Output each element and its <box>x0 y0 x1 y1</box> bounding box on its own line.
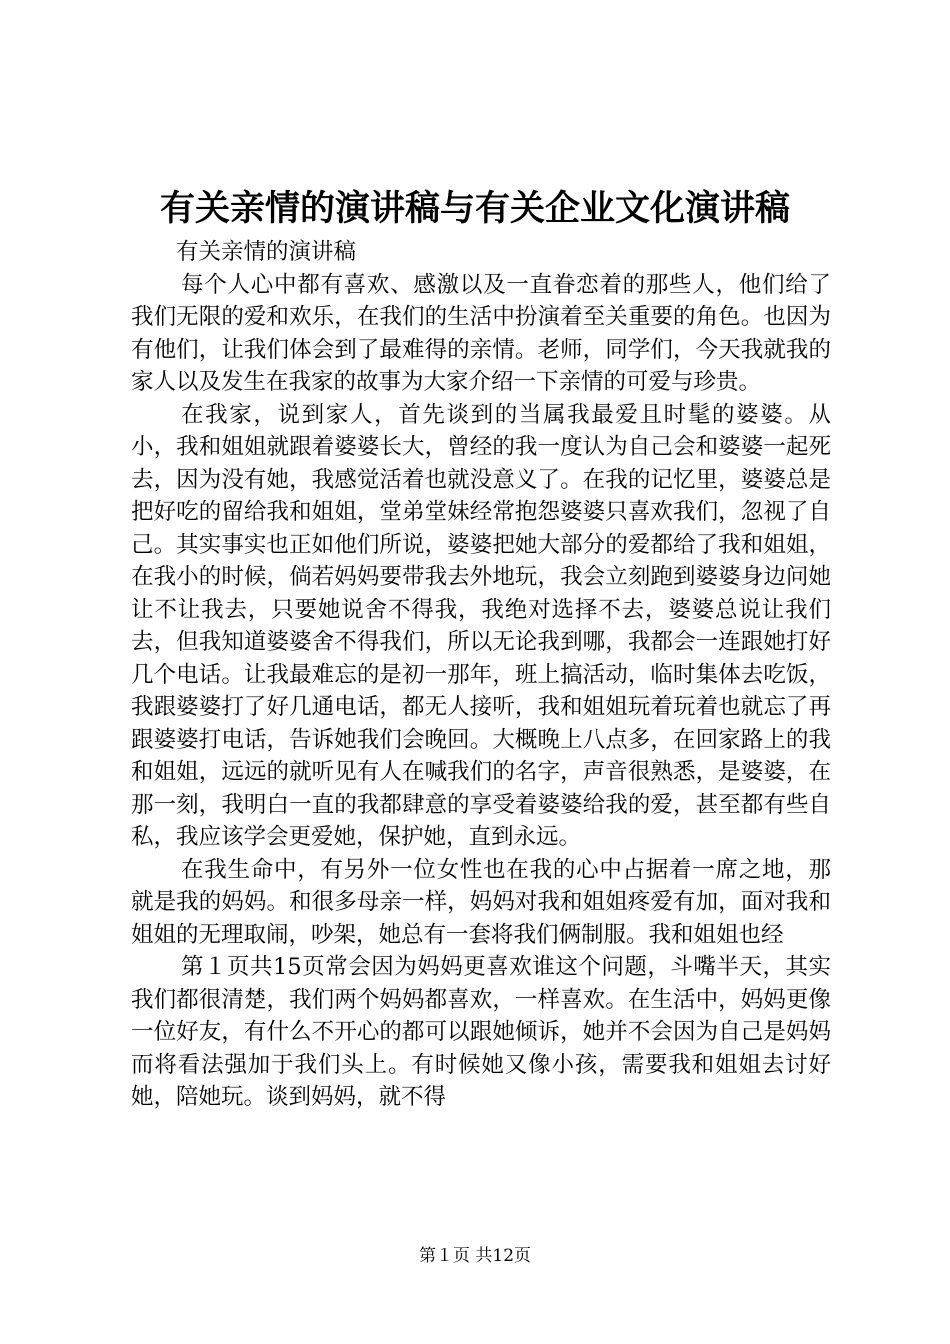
paragraph: 在我家，说到家人，首先谈到的当属我最爱且时髦的婆婆。从小，我和姐姐就跟着婆婆长大，曾经的我一度认为自己会和婆婆一起死去，因为没有她，我感觉活着也就没意义了。在我的记忆里，婆婆总是把好吃的留给我和姐姐，堂弟堂妹经常抱怨婆婆只喜欢我们，忽视了自己。其实事实也正如他们所说，婆婆把她大部分的爱都给了我和姐姐，在我小的时候，倘若妈妈要带我去外地玩，我会立刻跑到婆婆身边问她让不让我去，只要她说舍不得我，我绝对选择不去，婆婆总说让我们去，但我知道婆婆舍不得我们，所以无论我到哪，我都会一连跟她打好几个电话。让我最难忘的是初一那年，班上搞活动，临时集体去吃饭，我跟婆婆打了好几通电话，都无人接听，我和姐姐玩着玩着也就忘了再跟婆婆打电话，告诉她我们会晚回。大概晚上八点多，在回家路上的我和姐姐，远远的就听见有人在喊我们的名字，声音很熟悉，是婆婆，在那一刻，我明白一直的我都肆意的享受着婆婆给我的爱，甚至都有些自私，我应该学会更爱她，保护她，直到永远。 <box>131 401 831 850</box>
section-subtitle: 有关亲情的演讲稿 <box>176 239 357 265</box>
paragraph: 每个人心中都有喜欢、感激以及一直眷恋着的那些人，他们给了我们无限的爱和欢乐，在我们的生活中扮演着至关重要的角色。也因为有他们，让我们体会到了最难得的亲情。老师，同学们，今天我就我的家人以及发生在我家的故事为大家介绍一下亲情的可爱与珍贵。 <box>131 271 831 395</box>
document-title: 有关亲情的演讲稿与有关企业文化演讲稿 <box>159 188 790 229</box>
paragraph: 第１页共15页常会因为妈妈更喜欢谁这个问题，斗嘴半天，其实我们都很清楚，我们两个妈妈都喜欢，一样喜欢。在生活中，妈妈更像一位好友，有什么不开心的都可以跟她倾诉，她并不会因为自己是妈妈而将看法强加于我们头上。有时候她又像小孩，需要我和姐姐去讨好她，陪她玩。谈到妈妈，就不得 <box>131 954 831 1110</box>
page-footer: 第１页 共12页 <box>418 1246 532 1266</box>
document-body <box>131 236 831 1114</box>
paragraph: 在我生命中，有另外一位女性也在我的心中占据着一席之地，那就是我的妈妈。和很多母亲一样，妈妈对我和姐姐疼爱有加，面对我和姐姐的无理取闹，吵架，她总有一套将我们俩制服。我和姐姐也经 <box>131 856 831 948</box>
